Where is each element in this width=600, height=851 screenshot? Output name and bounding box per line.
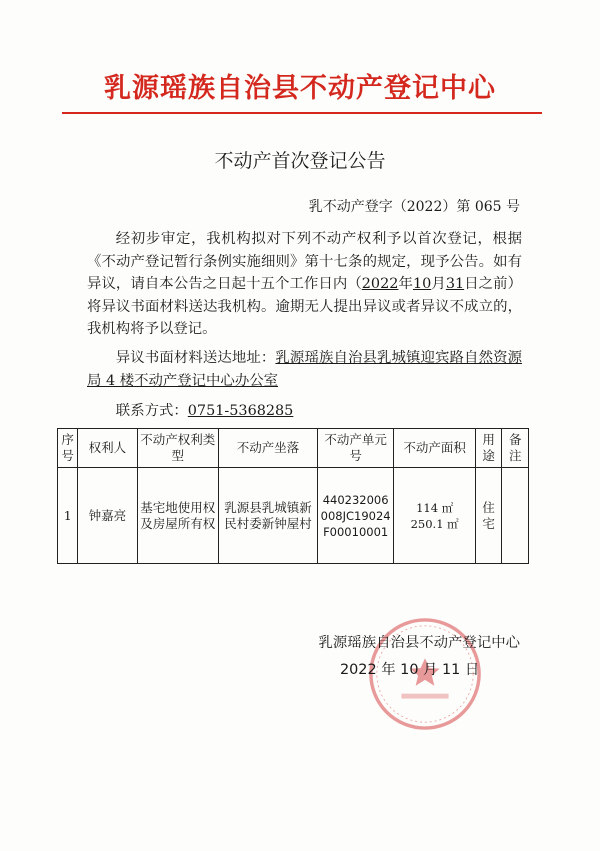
contact-label: 联系方式：	[115, 403, 188, 419]
address-label: 异议书面材料送达地址：	[115, 350, 276, 366]
red-divider	[62, 112, 542, 114]
para-text-b: 日之前）将异议书面材料送达我机构。逾期无人提出异议或者异议不成立的，我机构将予以登记。	[87, 276, 522, 337]
doc-title: 不动产首次登记公告	[214, 150, 386, 172]
org-title: 乳源瑶族自治县不动产登记中心	[104, 73, 496, 104]
table-header-row	[58, 429, 529, 468]
sign-date: 2022 年 10 月 11 日	[340, 662, 480, 678]
contact-value: 0751-5368285	[187, 403, 294, 419]
address-paragraph	[87, 347, 522, 392]
cell-holder: 钟嘉亮	[78, 468, 137, 564]
cell-index: 1	[58, 468, 78, 564]
address-value: 乳源瑶族自治县乳城镇迎宾路自然资源局 4 楼不动产登记中心办公室	[87, 350, 522, 389]
year-char: 年	[398, 276, 413, 292]
cell-usage: 住宅	[475, 468, 502, 564]
month-char: 月	[431, 276, 446, 292]
cell-unit-no: 440232006008JC19024F00010001	[317, 468, 393, 564]
header-holder: 权利人	[78, 429, 137, 468]
cell-right-type: 基宅地使用权及房屋所有权	[137, 468, 219, 564]
cell-area	[394, 468, 476, 564]
cell-note	[502, 468, 529, 564]
announcement-paragraph	[87, 228, 522, 341]
deadline-day: 31	[445, 276, 465, 292]
contact-paragraph	[87, 400, 522, 423]
deadline-month: 10	[412, 276, 432, 292]
signer-org: 乳源瑶族自治县不动产登记中心	[318, 635, 520, 651]
area-land: 114 ㎡	[416, 500, 454, 515]
area-building: 250.1 ㎡	[410, 516, 459, 531]
table-row	[58, 468, 529, 564]
para-text-a: 经初步审定，我机构拟对下列不动产权利予以首次登记，根据《不动产登记暂行条例实施细则》第十七条的规定，现予公告。如有异议，请自本公告之日起十五个工作日内（	[87, 231, 522, 292]
header-index: 序号	[58, 429, 78, 468]
header-usage: 用途	[475, 429, 502, 468]
header-note: 备注	[502, 429, 529, 468]
deadline-year: 2022	[361, 276, 399, 292]
header-area: 不动产面积	[394, 429, 476, 468]
header-right-type: 不动产权利类型	[137, 429, 219, 468]
registration-table	[57, 428, 529, 564]
cell-location: 乳源县乳城镇新民村委新钟屋村	[219, 468, 318, 564]
doc-number: 乳不动产登字（2022）第 065 号	[308, 199, 520, 215]
header-unit-no: 不动产单元号	[317, 429, 393, 468]
header-location: 不动产坐落	[219, 429, 318, 468]
